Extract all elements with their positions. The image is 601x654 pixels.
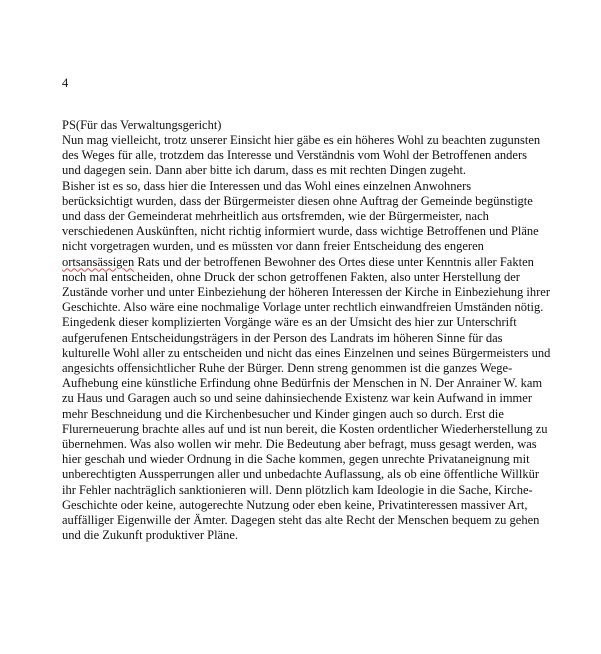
text-line: verschiedenen Auskünften, nicht richtig informiert wurde, dass wichtige Betroffenen und Pläne (62, 224, 539, 239)
page-number: 4 (62, 76, 69, 90)
text-line: und dass der Gemeinderat mehrheitlich aus ortsfremden, wie der Bürgermeister, nach (62, 209, 489, 224)
text-line: hier geschah und wieder Ordnung in die Sache kommen, gegen unrechte Privataneignung mit (62, 452, 530, 467)
text-line: und die Zukunft produktiver Pläne. (62, 528, 239, 543)
text-line: Nun mag vielleicht, trotz unserer Einsicht hier gäbe es ein höheres Wohl zu beachten zugunsten (62, 133, 541, 147)
text-line: nicht vorgetragen wurden, und es müssten vor dann freier Entscheidung des engeren (62, 239, 484, 254)
text-line: Eingedenk dieser komplizierten Vorgänge wäre es an der Umsicht des hier zur Unterschrift (62, 315, 517, 330)
text-line: ihr Fehler nachträglich sanktionieren will. Denn plötzlich kam Ideologie in die Sache, Kirche- (62, 482, 533, 497)
text-line: kulturelle Wohl aller zu entscheiden und nicht das eines Einzelnen und seines Bürgermeisters und (62, 345, 551, 360)
text-line: Zustände vorher und unter Einbeziehung der höheren Interessen der Kirche in Einbeziehung ihrer (62, 285, 551, 300)
text-line: Flurerneuerung brachte alles auf und ist nun bereit, die Kosten ordentlicher Wiederherstellung zu (62, 421, 548, 436)
text-line-rest: Rats und der betroffenen Bewohner des Ortes diese unter Kenntnis aller Fakten (134, 254, 534, 269)
text-line: und dagegen sein. Dann aber bitte ich darum, dass es mit rechten Dingen zugeht. (62, 163, 467, 178)
text-line: übernehmen. Was also wollen wir mehr. Die Bedeutung aber befragt, muss gesagt werden, was (62, 437, 537, 452)
text-line: Geschichte oder keine, autogerechte Nutzung oder eben keine, Privatinteressen massiver Art, (62, 497, 528, 512)
text-line: berücksichtigt wurden, dass der Bürgermeister diesen ohne Auftrag der Gemeinde begünstigte (62, 193, 533, 208)
text-line: angesichts offensichtlicher Ruhe der Bürger. Denn streng genommen ist die ganzes Wege- (62, 361, 513, 376)
text-line: aufgerufenen Entscheidungsträgers in der Person des Landrats im höheren Sinne für das (62, 330, 503, 345)
body-paragraph (62, 133, 551, 543)
text-line: noch mal entscheiden, ohne Druck der schon getroffenen Fakten, also unter Herstellung der (62, 269, 520, 284)
text-line: unberechtigten Aussperrungen aller und unbedachte Auflassung, als ob eine öffentliche Willkür (62, 467, 540, 482)
text-line-spellcheck (62, 255, 542, 270)
text-line: auffälliger Eigenwille der Ämter. Dagegen steht das alte Recht der Menschen bequem zu gehen (62, 513, 540, 528)
spellcheck-flagged-word: ortsansässigen (62, 254, 135, 269)
text-line: des Weges für alle, trotzdem das Interesse und Verständnis vom Wohl der Betroffenen anders (62, 148, 527, 163)
text-line: zu Haus und Garagen auch so und seine dahinsiechende Existenz war kein Aufwand in immer (62, 391, 532, 406)
document-heading: PS(Für das Verwaltungsgericht) (62, 118, 222, 132)
text-line: Aufhebung eine künstliche Erfindung ohne Bedürfnis der Menschen in N. Der Anrainer W. kam (62, 376, 543, 391)
text-line: Geschichte. Also wäre eine nochmalige Vorlage unter rechtlich einwandfreien Umständen nötig. (62, 300, 544, 315)
text-line: Bisher ist es so, dass hier die Interessen und das Wohl eines einzelnen Anwohners (62, 178, 472, 193)
text-line: mehr Beschneidung und die Kirchenbesucher und Kinder gingen auch so durch. Erst die (62, 406, 504, 421)
